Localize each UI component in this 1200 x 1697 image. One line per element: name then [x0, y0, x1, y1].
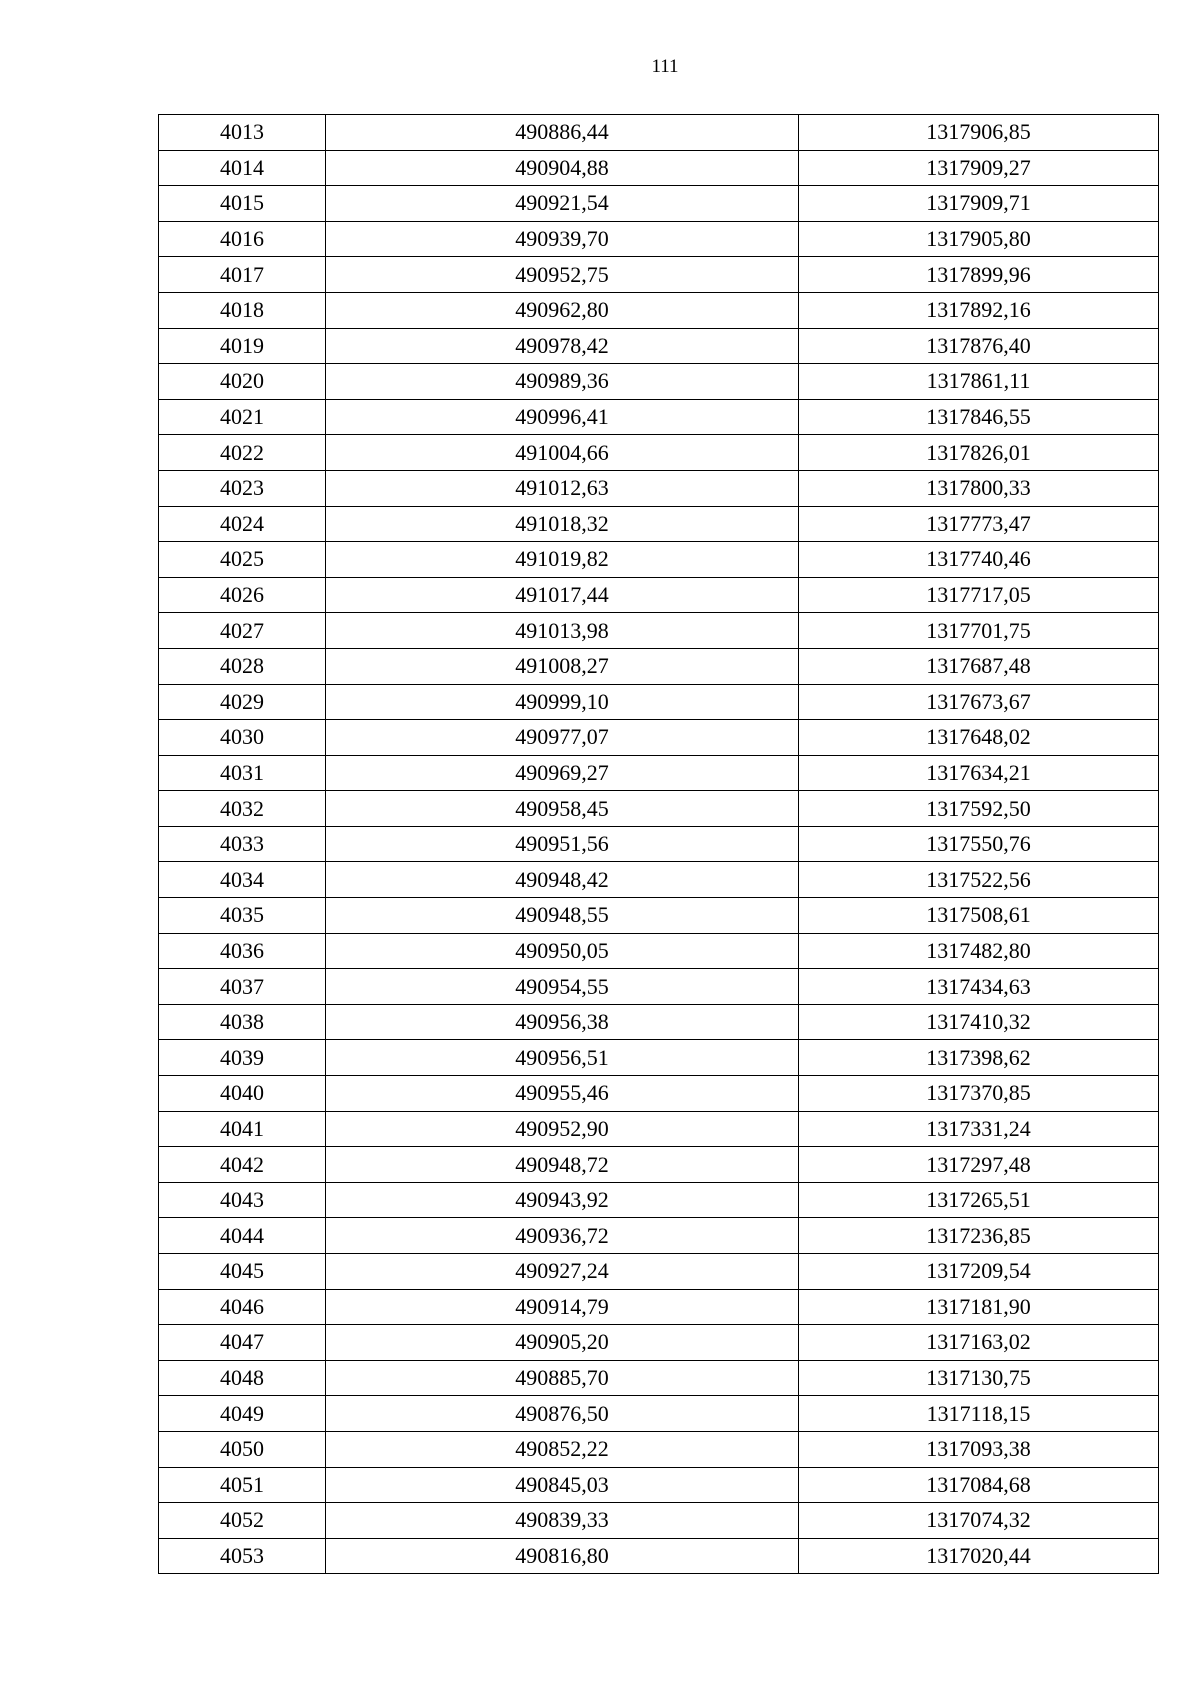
- x-coordinate-cell: 490939,70: [326, 221, 799, 257]
- table-row: [159, 328, 1159, 364]
- point-number-cell: 4037: [159, 969, 326, 1005]
- x-coordinate-cell: 491013,98: [326, 613, 799, 649]
- point-number-cell: 4013: [159, 115, 326, 151]
- y-coordinate-cell: 1317899,96: [799, 257, 1159, 293]
- y-coordinate-cell: 1317687,48: [799, 648, 1159, 684]
- table-row: [159, 862, 1159, 898]
- point-number-cell: 4026: [159, 577, 326, 613]
- table-row: [159, 1040, 1159, 1076]
- y-coordinate-cell: 1317905,80: [799, 221, 1159, 257]
- table-row: [159, 186, 1159, 222]
- y-coordinate-cell: 1317701,75: [799, 613, 1159, 649]
- table-row: [159, 1147, 1159, 1183]
- point-number-cell: 4043: [159, 1182, 326, 1218]
- y-coordinate-cell: 1317906,85: [799, 115, 1159, 151]
- y-coordinate-cell: 1317876,40: [799, 328, 1159, 364]
- x-coordinate-cell: 490839,33: [326, 1503, 799, 1539]
- table-row: [159, 648, 1159, 684]
- y-coordinate-cell: 1317181,90: [799, 1289, 1159, 1325]
- table-row: [159, 1396, 1159, 1432]
- y-coordinate-cell: 1317648,02: [799, 720, 1159, 756]
- table-row: [159, 1289, 1159, 1325]
- y-coordinate-cell: 1317297,48: [799, 1147, 1159, 1183]
- x-coordinate-cell: 490816,80: [326, 1538, 799, 1574]
- table-row: [159, 1538, 1159, 1574]
- x-coordinate-cell: 490952,75: [326, 257, 799, 293]
- point-number-cell: 4015: [159, 186, 326, 222]
- x-coordinate-cell: 490927,24: [326, 1254, 799, 1290]
- point-number-cell: 4050: [159, 1431, 326, 1467]
- point-number-cell: 4022: [159, 435, 326, 471]
- x-coordinate-cell: 490905,20: [326, 1325, 799, 1361]
- point-number-cell: 4031: [159, 755, 326, 791]
- table-row: [159, 221, 1159, 257]
- point-number-cell: 4016: [159, 221, 326, 257]
- point-number-cell: 4044: [159, 1218, 326, 1254]
- x-coordinate-cell: 490954,55: [326, 969, 799, 1005]
- table-row: [159, 1467, 1159, 1503]
- table-row: [159, 1254, 1159, 1290]
- table-row: [159, 1360, 1159, 1396]
- table-row: [159, 969, 1159, 1005]
- x-coordinate-cell: 490904,88: [326, 150, 799, 186]
- point-number-cell: 4040: [159, 1076, 326, 1112]
- x-coordinate-cell: 490948,72: [326, 1147, 799, 1183]
- table-row: [159, 435, 1159, 471]
- point-number-cell: 4038: [159, 1004, 326, 1040]
- point-number-cell: 4032: [159, 791, 326, 827]
- y-coordinate-cell: 1317236,85: [799, 1218, 1159, 1254]
- table-row: [159, 577, 1159, 613]
- table-row: [159, 1325, 1159, 1361]
- x-coordinate-cell: 491017,44: [326, 577, 799, 613]
- point-number-cell: 4027: [159, 613, 326, 649]
- y-coordinate-cell: 1317508,61: [799, 898, 1159, 934]
- y-coordinate-cell: 1317410,32: [799, 1004, 1159, 1040]
- x-coordinate-cell: 490948,42: [326, 862, 799, 898]
- table-row: [159, 1004, 1159, 1040]
- y-coordinate-cell: 1317740,46: [799, 542, 1159, 578]
- x-coordinate-cell: 491018,32: [326, 506, 799, 542]
- table-row: [159, 257, 1159, 293]
- point-number-cell: 4019: [159, 328, 326, 364]
- y-coordinate-cell: 1317717,05: [799, 577, 1159, 613]
- y-coordinate-cell: 1317909,27: [799, 150, 1159, 186]
- x-coordinate-cell: 490962,80: [326, 292, 799, 328]
- y-coordinate-cell: 1317265,51: [799, 1182, 1159, 1218]
- x-coordinate-cell: 490951,56: [326, 826, 799, 862]
- point-number-cell: 4045: [159, 1254, 326, 1290]
- point-number-cell: 4052: [159, 1503, 326, 1539]
- point-number-cell: 4035: [159, 898, 326, 934]
- x-coordinate-cell: 490886,44: [326, 115, 799, 151]
- y-coordinate-cell: 1317434,63: [799, 969, 1159, 1005]
- point-number-cell: 4028: [159, 648, 326, 684]
- y-coordinate-cell: 1317673,67: [799, 684, 1159, 720]
- table-row: [159, 791, 1159, 827]
- x-coordinate-cell: 490999,10: [326, 684, 799, 720]
- x-coordinate-cell: 490969,27: [326, 755, 799, 791]
- point-number-cell: 4017: [159, 257, 326, 293]
- y-coordinate-cell: 1317074,32: [799, 1503, 1159, 1539]
- y-coordinate-cell: 1317522,56: [799, 862, 1159, 898]
- x-coordinate-cell: 490989,36: [326, 364, 799, 400]
- x-coordinate-cell: 490852,22: [326, 1431, 799, 1467]
- point-number-cell: 4020: [159, 364, 326, 400]
- point-number-cell: 4030: [159, 720, 326, 756]
- coordinates-table-body: [159, 115, 1159, 1574]
- x-coordinate-cell: 490914,79: [326, 1289, 799, 1325]
- table-row: [159, 613, 1159, 649]
- point-number-cell: 4041: [159, 1111, 326, 1147]
- point-number-cell: 4025: [159, 542, 326, 578]
- y-coordinate-cell: 1317892,16: [799, 292, 1159, 328]
- y-coordinate-cell: 1317861,11: [799, 364, 1159, 400]
- y-coordinate-cell: 1317130,75: [799, 1360, 1159, 1396]
- y-coordinate-cell: 1317209,54: [799, 1254, 1159, 1290]
- x-coordinate-cell: 490845,03: [326, 1467, 799, 1503]
- x-coordinate-cell: 490943,92: [326, 1182, 799, 1218]
- x-coordinate-cell: 490955,46: [326, 1076, 799, 1112]
- point-number-cell: 4018: [159, 292, 326, 328]
- table-row: [159, 506, 1159, 542]
- x-coordinate-cell: 490956,51: [326, 1040, 799, 1076]
- y-coordinate-cell: 1317909,71: [799, 186, 1159, 222]
- y-coordinate-cell: 1317020,44: [799, 1538, 1159, 1574]
- point-number-cell: 4021: [159, 399, 326, 435]
- y-coordinate-cell: 1317846,55: [799, 399, 1159, 435]
- y-coordinate-cell: 1317331,24: [799, 1111, 1159, 1147]
- point-number-cell: 4034: [159, 862, 326, 898]
- table-row: [159, 1218, 1159, 1254]
- x-coordinate-cell: 490950,05: [326, 933, 799, 969]
- y-coordinate-cell: 1317084,68: [799, 1467, 1159, 1503]
- point-number-cell: 4046: [159, 1289, 326, 1325]
- point-number-cell: 4014: [159, 150, 326, 186]
- table-row: [159, 292, 1159, 328]
- table-row: [159, 1111, 1159, 1147]
- table-row: [159, 115, 1159, 151]
- table-row: [159, 150, 1159, 186]
- table-row: [159, 399, 1159, 435]
- y-coordinate-cell: 1317634,21: [799, 755, 1159, 791]
- point-number-cell: 4039: [159, 1040, 326, 1076]
- y-coordinate-cell: 1317592,50: [799, 791, 1159, 827]
- x-coordinate-cell: 491008,27: [326, 648, 799, 684]
- table-row: [159, 720, 1159, 756]
- table-row: [159, 684, 1159, 720]
- coordinates-table: [158, 114, 1159, 1574]
- point-number-cell: 4051: [159, 1467, 326, 1503]
- y-coordinate-cell: 1317398,62: [799, 1040, 1159, 1076]
- table-row: [159, 1182, 1159, 1218]
- table-row: [159, 364, 1159, 400]
- x-coordinate-cell: 490936,72: [326, 1218, 799, 1254]
- x-coordinate-cell: 490948,55: [326, 898, 799, 934]
- y-coordinate-cell: 1317826,01: [799, 435, 1159, 471]
- y-coordinate-cell: 1317093,38: [799, 1431, 1159, 1467]
- point-number-cell: 4047: [159, 1325, 326, 1361]
- table-row: [159, 826, 1159, 862]
- y-coordinate-cell: 1317370,85: [799, 1076, 1159, 1112]
- point-number-cell: 4024: [159, 506, 326, 542]
- table-row: [159, 470, 1159, 506]
- point-number-cell: 4049: [159, 1396, 326, 1432]
- x-coordinate-cell: 490958,45: [326, 791, 799, 827]
- y-coordinate-cell: 1317482,80: [799, 933, 1159, 969]
- point-number-cell: 4033: [159, 826, 326, 862]
- point-number-cell: 4036: [159, 933, 326, 969]
- x-coordinate-cell: 490996,41: [326, 399, 799, 435]
- point-number-cell: 4053: [159, 1538, 326, 1574]
- x-coordinate-cell: 490977,07: [326, 720, 799, 756]
- y-coordinate-cell: 1317118,15: [799, 1396, 1159, 1432]
- x-coordinate-cell: 490885,70: [326, 1360, 799, 1396]
- table-row: [159, 1076, 1159, 1112]
- page-number: 111: [651, 56, 679, 77]
- y-coordinate-cell: 1317550,76: [799, 826, 1159, 862]
- table-row: [159, 542, 1159, 578]
- x-coordinate-cell: 490952,90: [326, 1111, 799, 1147]
- y-coordinate-cell: 1317773,47: [799, 506, 1159, 542]
- y-coordinate-cell: 1317163,02: [799, 1325, 1159, 1361]
- table-row: [159, 898, 1159, 934]
- point-number-cell: 4029: [159, 684, 326, 720]
- x-coordinate-cell: 491019,82: [326, 542, 799, 578]
- point-number-cell: 4048: [159, 1360, 326, 1396]
- table-row: [159, 1431, 1159, 1467]
- table-row: [159, 1503, 1159, 1539]
- x-coordinate-cell: 490876,50: [326, 1396, 799, 1432]
- table-row: [159, 755, 1159, 791]
- x-coordinate-cell: 491012,63: [326, 470, 799, 506]
- point-number-cell: 4023: [159, 470, 326, 506]
- x-coordinate-cell: 491004,66: [326, 435, 799, 471]
- x-coordinate-cell: 490921,54: [326, 186, 799, 222]
- x-coordinate-cell: 490956,38: [326, 1004, 799, 1040]
- y-coordinate-cell: 1317800,33: [799, 470, 1159, 506]
- x-coordinate-cell: 490978,42: [326, 328, 799, 364]
- point-number-cell: 4042: [159, 1147, 326, 1183]
- table-row: [159, 933, 1159, 969]
